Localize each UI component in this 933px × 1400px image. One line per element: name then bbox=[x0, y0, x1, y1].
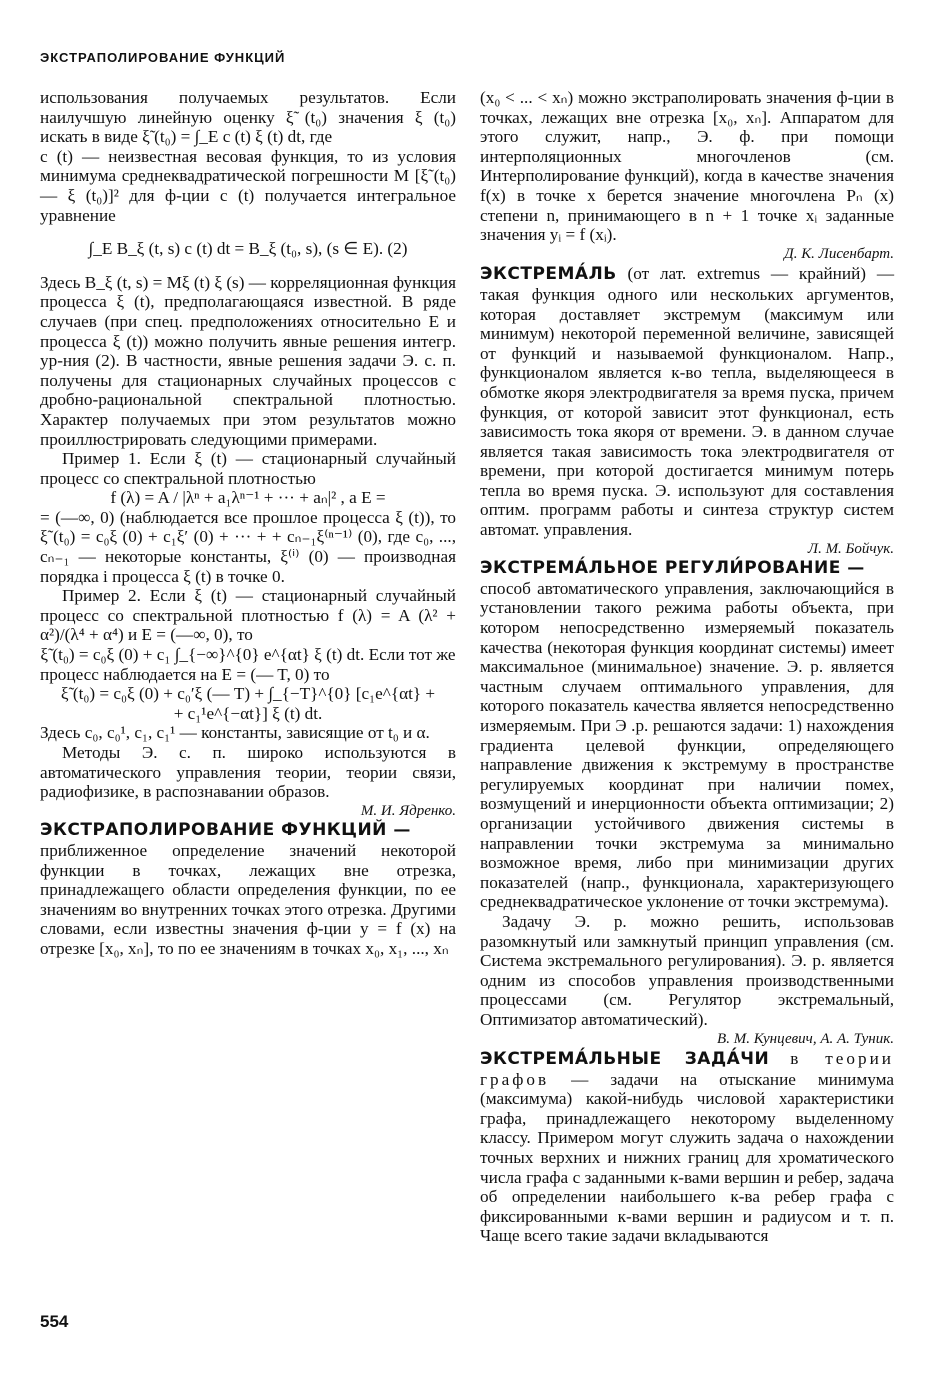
equation-estimate-2: ξ̃ (t₀) = c₀ξ (0) + c₀′ξ (— T) + ∫_{−T}^{0} [c₁e^{αt} + bbox=[60, 684, 436, 704]
paragraph: использования получаемых результатов. Если наилучшую линейную оценку ξ̃ (t₀) значения ξ (t₀) искать в виде ξ̃ (t₀) = ∫_E c (t) ξ (t) dt, где bbox=[40, 88, 456, 147]
entry-text: — задачи на отыскание минимума (максимума) какой-нибудь числовой характеристики графа, принадлежащего некоторому выделенному классу. Примером могут служить задача о нахождении точных верхних и нижних границ для хроматического числа графа с заданными к-вами вершин и ребер, задача об определении наибольшего к-ва ребер графа с фиксированными к-вами вершин и радиусом и т. п. Чаще всего такие задачи вкладываются bbox=[480, 1069, 895, 1246]
running-header: ЭКСТРАПОЛИРОВАНИЕ ФУНКЦИЙ bbox=[40, 50, 286, 65]
entry-heading: ЭКСТРАПОЛИРОВАНИЕ ФУНКЦИЙ — bbox=[40, 820, 411, 841]
paragraph: Задачу Э. р. можно решить, использовав разомкнутый или замкнутый принцип управления (см. Система экстремального регулирования). Э. р. является одним из способов управления производственными процессами (см. Регулятор экстремальный, Оптимизатор автоматический). bbox=[480, 911, 894, 1029]
paragraph: = (—∞, 0) (наблюдается все прошлое процесса ξ (t)), то ξ̃ (t₀) = c₀ξ (0) + c₁ξ′ (0) + ··· + + cₙ₋₁ξ⁽ⁿ⁻¹⁾ (0), где c₀, ..., cₙ₋₁ — некоторые константы, ξ⁽ⁱ⁾ (0) — производная порядка i процесса ξ (t) в точке 0. bbox=[40, 507, 456, 586]
paragraph: процесс наблюдается на E = (— T, 0) то bbox=[40, 664, 330, 684]
entry-subheading: в теории графов bbox=[480, 1049, 894, 1089]
author-signature: Л. М. Бойчук. bbox=[807, 540, 894, 557]
paragraph: c (t) — неизвестная весовая функция, то из условия минимума среднеквадратической погрешности M [ξ̃ (t₀) — ξ (t₀)]² для ф-ции c (t) получается интегральное уравнение bbox=[40, 146, 456, 225]
paragraph: Здесь c₀, c₀¹, c₁, c₁¹ — константы, зависящие от t₀ и α. bbox=[40, 723, 430, 743]
page-number: 554 bbox=[40, 1312, 69, 1331]
equation-estimate-1: ξ̃ (t₀) = c₀ξ (0) + c₁ ∫_{−∞}^{0} e^{αt} ξ (t) dt. Если тот же bbox=[40, 645, 456, 665]
right-column bbox=[480, 88, 894, 1246]
equation-2: ∫_E B_ξ (t, s) c (t) dt = B_ξ (t₀, s), (s ∈ E). (2) bbox=[88, 239, 408, 259]
paragraph: приближенное определение значений некоторой функции в точках, лежащих вне отрезка, принадлежащего области определения функции, по ее значениям во внутренних точках этого отрезка. Другими словами, если известны значения ф-ции y = f (x) на отрезке [x₀, xₙ], то по ее значениям в точках x₀, x₁, ..., xₙ bbox=[40, 840, 456, 958]
paragraph: Методы Э. с. п. широко используются в автоматического управления теории, теории связи, радиофизике, в распознавании образов. bbox=[40, 743, 456, 802]
entry-heading: ЭКСТРЕМА́ЛЬНЫЕ ЗАДА́ЧИ bbox=[480, 1049, 770, 1070]
paragraph: Здесь B_ξ (t, s) = Mξ (t) ξ (s) — корреляционная функция процесса ξ (t), предполагающаяся известной. В ряде случаев (при спец. предположениях относительно E и процесса ξ (t)) можно получить явные решения интегр. ур-ния (2). В частности, явные решения задачи Э. с. п. получены для стационарных случайных процессов с дробно-рациональной спектральной плотностью. Характер получаемых при этом результатов можно проиллюстрировать следующими примерами. bbox=[40, 272, 456, 449]
entry-text: (от лат. extremus — крайний) — такая функция одного или нескольких аргументов, которая доставляет экстремум (максимум или минимум) некоторой переменной величине, зависящей от функций и называемой функционалом. Напр., функционалом является к-во тепла, выделяющееся в обмотке якоря электродвигателя за время пуска, причем функция, от которой зависит этот функционал, есть зависимость тока якоря от времени. Э. в данном случае является такая зависимость тока электродвигателя от времени, при которой достигается минимум потерь тепла во время пуска. Э. используют для составления оптим. программ работы и синтеза структур систем автомат. управления. bbox=[480, 264, 895, 540]
example-1: Пример 1. Если ξ (t) — стационарный случайный процесс со спектральной плотностью bbox=[40, 449, 456, 488]
paragraph: способ автоматического управления, заключающийся в установлении такого режима работы объекта, при котором непосредственно измеряемый показатель качества (некоторая функция координат системы) имеет максимальное (минимальное) значение. Э. р. является частным случаем оптимального управления, для которого показатель качества является непосредственно измеряемым. При Э .р. решаются задачи: 1) нахождения градиента целевой функции, определяющего направление движения к экстремуму в пространстве регулируемых координат при наличии помех, возмущений и инерционности объекта оптимизации; 2) организации устойчивого движения системы в направлении точки экстремума за минимально возможное время, либо при минимизации других показателей (напр., функционала, характеризующего среднеквадратическое уклонение от точки экстремума). bbox=[480, 578, 894, 912]
entry-heading: ЭКСТРЕМА́ЛЬНОЕ РЕГУЛИ́РОВАНИЕ — bbox=[480, 558, 865, 579]
equation-spectral-1: f (λ) = A / |λⁿ + a₁λⁿ⁻¹ + ··· + aₙ|² , а E = bbox=[110, 488, 386, 508]
entry-heading: ЭКСТРЕМА́ЛЬ bbox=[480, 264, 617, 285]
author-signature: Д. К. Лисенбарт. bbox=[784, 245, 894, 262]
paragraph: (x₀ < ... < xₙ) можно экстраполировать значения ф-ции в точках, лежащих вне отрезка [x₀, xₙ]. Аппаратом для этого служит, напр., Э. ф. при помощи интерполяционных многочленов (см. Интерполирование функций), когда в качестве значения f(x) в точке x берется значение многочлена Pₙ (x) степени n, принимающего в n + 1 точке xᵢ заданные значения yᵢ = f (xᵢ). bbox=[480, 88, 894, 245]
author-signature: В. М. Кунцевич, А. А. Туник. bbox=[717, 1030, 894, 1047]
equation-estimate-2-cont: + c₁¹e^{−αt}] ξ (t) dt. bbox=[173, 703, 323, 723]
author-signature: М. И. Ядренко. bbox=[360, 802, 456, 819]
left-column bbox=[40, 88, 456, 959]
example-2: Пример 2. Если ξ (t) — стационарный случайный процесс со спектральной плотностью f (λ) = A (λ² + α²)/(λ⁴ + α⁴) и E = (—∞, 0), то bbox=[40, 586, 456, 645]
